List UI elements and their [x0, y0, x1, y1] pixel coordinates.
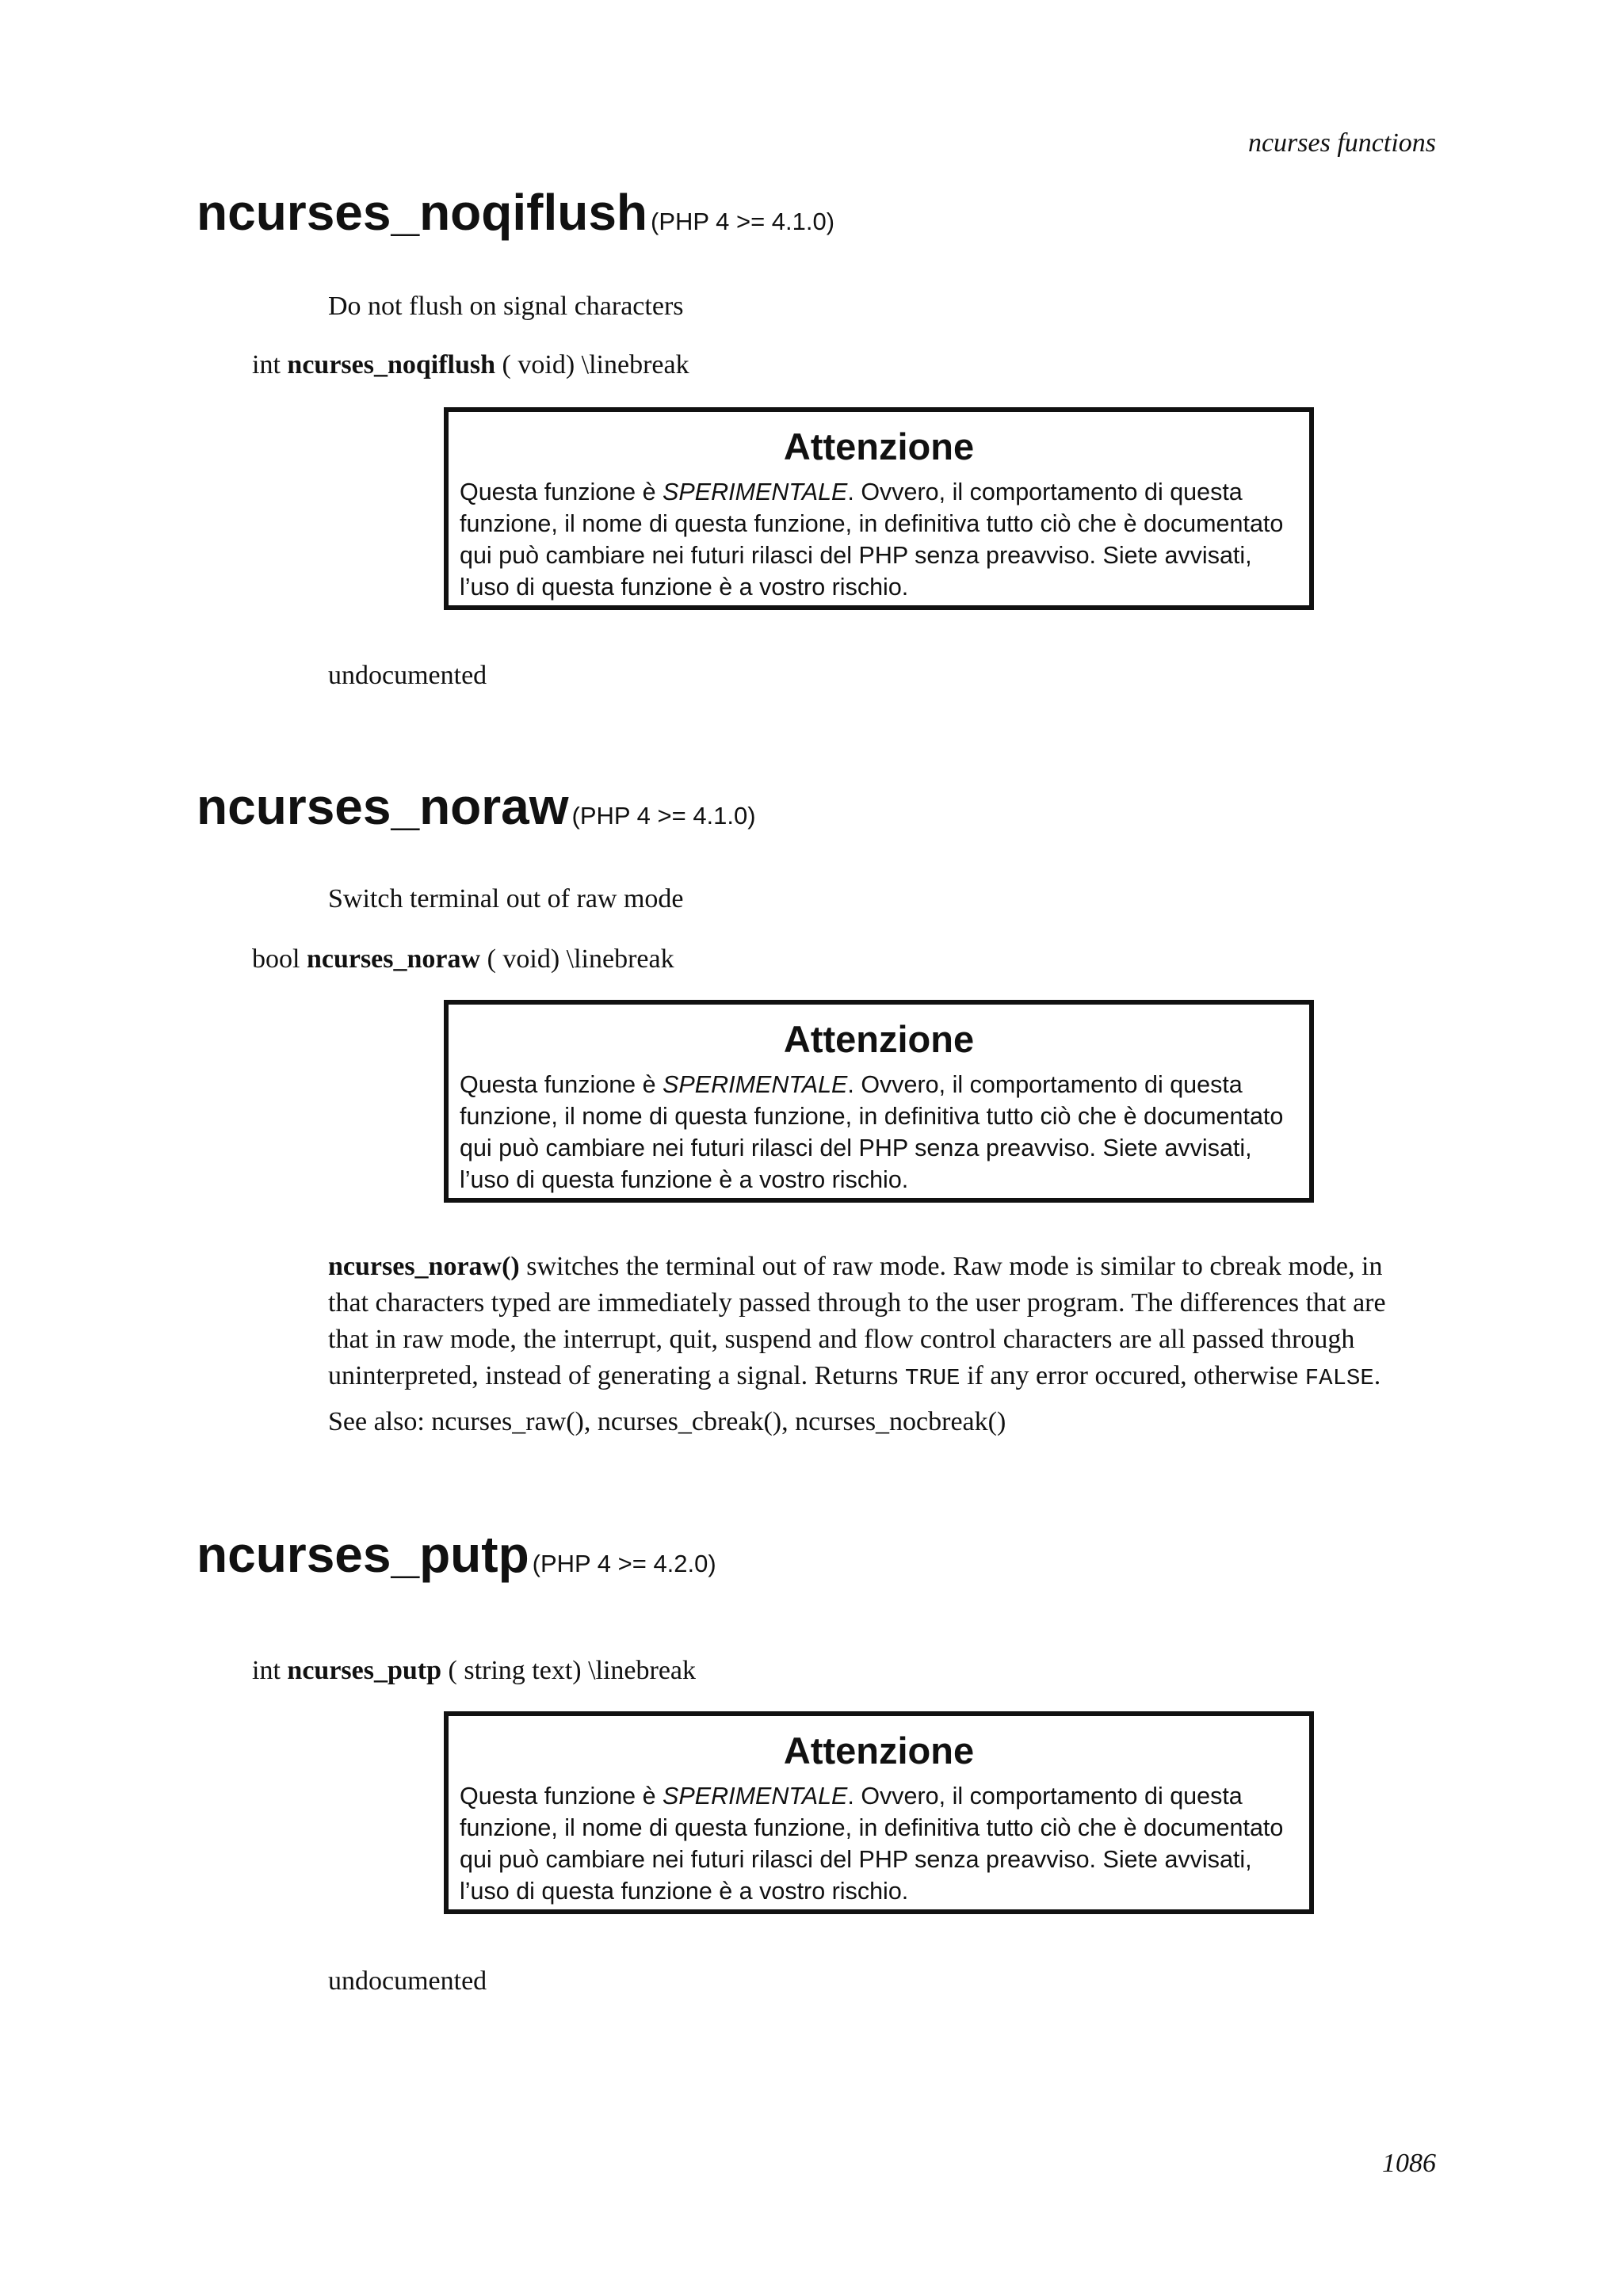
experimental-warning-box: [444, 1711, 1314, 1914]
description-line: that in raw mode, the interrupt, quit, suspend and flow control characters are all passed through: [328, 1325, 1355, 1354]
warning-line: . Ovvero, il comportamento di questa: [847, 1783, 1243, 1810]
warning-emphasis: SPERIMENTALE: [663, 479, 848, 505]
function-name: ncurses_putp: [197, 1526, 529, 1583]
warning-text: [460, 1069, 1298, 1196]
description-line: switches the terminal out of raw mode. Raw mode is similar to cbreak mode, in: [519, 1252, 1383, 1281]
warning-title: Attenzione: [783, 425, 975, 467]
return-type: int: [252, 350, 281, 379]
description-line: that characters typed are immediately passed through to the user program. The differences that are: [328, 1288, 1386, 1318]
return-type: bool: [252, 944, 300, 974]
warning-line: Questa funzione è: [460, 479, 663, 505]
php-version: (PHP 4 >= 4.2.0): [532, 1550, 716, 1577]
warning-line: qui può cambiare nei futuri rilasci del PHP senza preavviso. Siete avvisati,: [460, 542, 1252, 569]
function-synopsis: [252, 944, 674, 974]
function-synopsis: [252, 350, 689, 380]
const-false: FALSE: [1304, 1365, 1374, 1391]
warning-line: qui può cambiare nei futuri rilasci del PHP senza preavviso. Siete avvisati,: [460, 1135, 1252, 1161]
warning-line: . Ovvero, il comportamento di questa: [847, 479, 1243, 505]
synopsis-function-name: ncurses_noraw: [306, 944, 481, 974]
warning-text: [460, 476, 1298, 603]
warning-title: Attenzione: [783, 1018, 975, 1060]
function-description: [328, 1249, 1406, 1397]
synopsis-function-name: ncurses_putp: [287, 1656, 442, 1685]
warning-text: [460, 1780, 1298, 1907]
description-line: .: [1373, 1361, 1381, 1390]
function-name: ncurses_noraw: [197, 778, 569, 835]
warning-line: . Ovvero, il comportamento di questa: [847, 1071, 1243, 1098]
function-title: [197, 778, 756, 835]
function-synopsis: [252, 1656, 696, 1686]
function-description: undocumented: [328, 1966, 487, 1996]
warning-line: Questa funzione è: [460, 1071, 663, 1098]
description-line: if any error occured, otherwise: [960, 1361, 1305, 1390]
const-true: TRUE: [904, 1365, 960, 1391]
function-name: ncurses_noqiflush: [197, 184, 647, 241]
synopsis-args: ( string text) \linebreak: [441, 1656, 697, 1685]
warning-line: Questa funzione è: [460, 1783, 663, 1810]
warning-emphasis: SPERIMENTALE: [663, 1783, 848, 1810]
running-header: ncurses functions: [1247, 128, 1436, 158]
see-also: See also: ncurses_raw(), ncurses_cbreak(), ncurses_nocbreak(): [328, 1407, 1006, 1436]
synopsis-args: ( void) \linebreak: [495, 350, 689, 379]
php-version: (PHP 4 >= 4.1.0): [571, 802, 756, 830]
warning-line: funzione, il nome di questa funzione, in definitiva tutto ciò che è documentato: [460, 510, 1284, 537]
synopsis-function-name: ncurses_noqiflush: [287, 350, 496, 379]
warning-line: funzione, il nome di questa funzione, in definitiva tutto ciò che è documentato: [460, 1103, 1284, 1130]
function-purpose: Switch terminal out of raw mode: [328, 884, 684, 913]
warning-title: Attenzione: [783, 1730, 975, 1772]
warning-line: l’uso di questa funzione è a vostro rischio.: [460, 1878, 909, 1905]
php-version: (PHP 4 >= 4.1.0): [651, 208, 835, 235]
synopsis-args: ( void) \linebreak: [480, 944, 674, 974]
warning-line: l’uso di questa funzione è a vostro rischio.: [460, 574, 909, 601]
warning-line: funzione, il nome di questa funzione, in definitiva tutto ciò che è documentato: [460, 1814, 1284, 1841]
function-purpose: Do not flush on signal characters: [328, 292, 684, 321]
page-number: 1086: [1382, 2149, 1436, 2178]
function-title: [197, 1526, 716, 1583]
return-type: int: [252, 1656, 281, 1685]
function-description: undocumented: [328, 661, 487, 690]
function-ref: ncurses_noraw(): [328, 1252, 520, 1281]
warning-line: l’uso di questa funzione è a vostro rischio.: [460, 1166, 909, 1193]
experimental-warning-box: [444, 407, 1314, 610]
function-title: [197, 184, 835, 241]
warning-line: qui può cambiare nei futuri rilasci del PHP senza preavviso. Siete avvisati,: [460, 1846, 1252, 1873]
experimental-warning-box: [444, 1000, 1314, 1203]
description-line: uninterpreted, instead of generating a signal. Returns: [328, 1361, 905, 1390]
warning-emphasis: SPERIMENTALE: [663, 1071, 848, 1098]
